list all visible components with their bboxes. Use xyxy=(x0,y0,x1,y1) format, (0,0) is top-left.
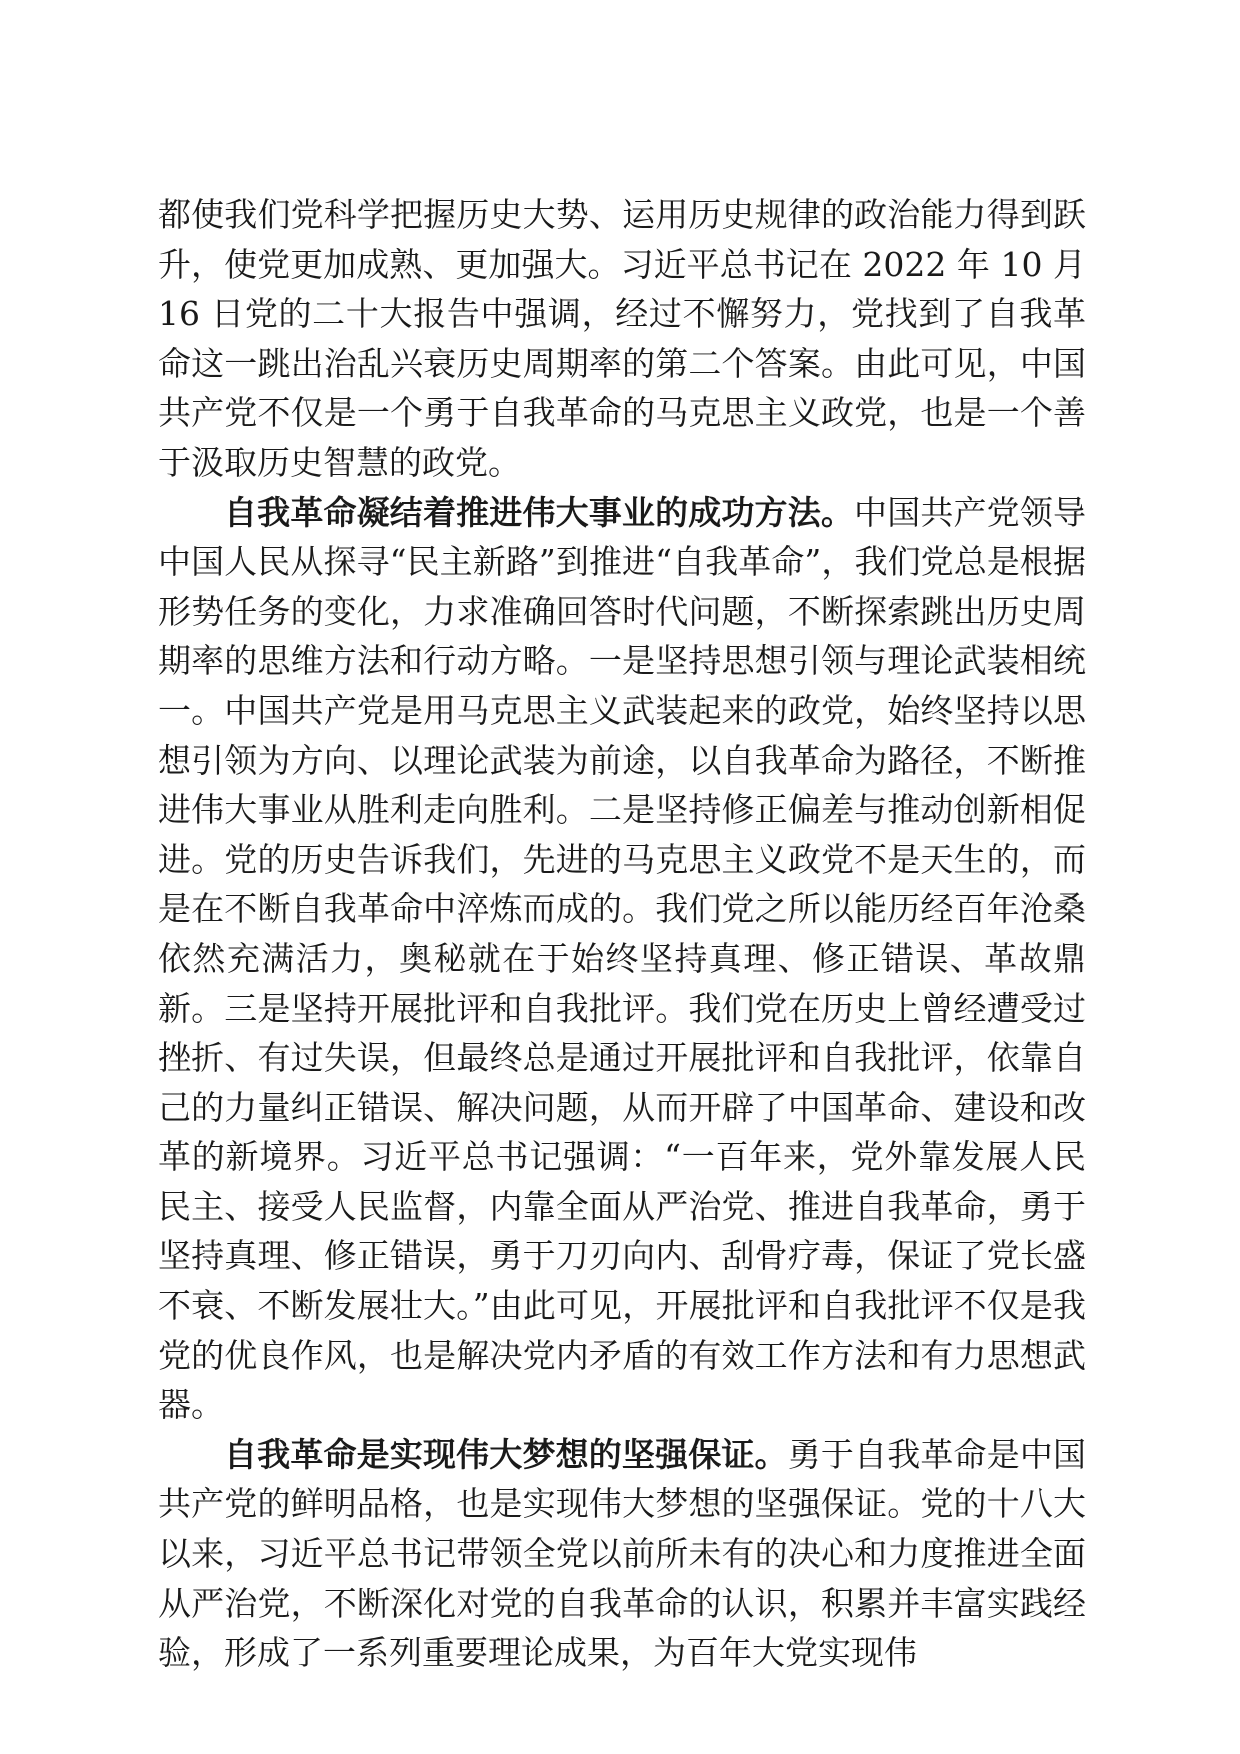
paragraph-lead-heading: 自我革命是实现伟大梦想的坚强保证。 xyxy=(224,1434,788,1474)
paragraph-text: 勇于自我革命是中国共产党的鲜明品格，也是实现伟大梦想的坚强保证。党的十八大以来，习近平总书记带领全党以前所未有的决心和力度推进全面从严治党，不断深化对党的自我革命的认识，积累并丰富实践经验，形成了一系列重要理论成果，为百年大党实现伟 xyxy=(158,1434,1087,1673)
paragraph-strong-guarantee xyxy=(158,1430,1086,1678)
paragraph-text: 都使我们党科学把握历史大势、运用历史规律的政治能力得到跃升，使党更加成熟、更加强大。习近平总书记在 2022 年 10 月 16 日党的二十大报告中强调，经过不懈努力，党找到了自我革命这一跳出治乱兴衰历史周期率的第二个答案。由此可见，中国共产党不仅是一个勇于自我革命的马克思主义政党，也是一个善于汲取历史智慧的政党。 xyxy=(158,195,1086,482)
paragraph-success-method xyxy=(158,488,1086,1430)
paragraph-text: 中国共产党领导中国人民从探寻“民主新路”到推进“自我革命”，我们党总是根据形势任务的变化，力求准确回答时代问题，不断探索跳出历史周期率的思维方法和行动方略。一是坚持思想引领与理论武装相统一。中国共产党是用马克思主义武装起来的政党，始终坚持以思想引领为方向、以理论武装为前途，以自我革命为路径，不断推进伟大事业从胜利走向胜利。二是坚持修正偏差与推动创新相促进。党的历史告诉我们，先进的马克思主义政党不是天生的，而是在不断自我革命中淬炼而成的。我们党之所以能历经百年沧桑依然充满活力，奥秘就在于始终坚持真理、修正错误、革故鼎新。三是坚持开展批评和自我批评。我们党在历史上曾经遭受过挫折、有过失误，但最终总是通过开展批评和自我批评，依靠自己的力量纠正错误、解决问题，从而开辟了中国革命、建设和改革的新境界。习近平总书记强调：“一百年来，党外靠发展人民民主、接受人民监督，内靠全面从严治党、推进自我革命，勇于坚持真理、修正错误，勇于刀刃向内、刮骨疗毒，保证了党长盛不衰、不断发展壮大。”由此可见，开展批评和自我批评不仅是我党的优良作风，也是解决党内矛盾的有效工作方法和有力思想武器。 xyxy=(158,492,1087,1425)
body-text xyxy=(158,190,1086,1678)
paragraph-lead-heading: 自我革命凝结着推进伟大事业的成功方法。 xyxy=(224,492,855,532)
paragraph-continuation xyxy=(158,190,1086,488)
